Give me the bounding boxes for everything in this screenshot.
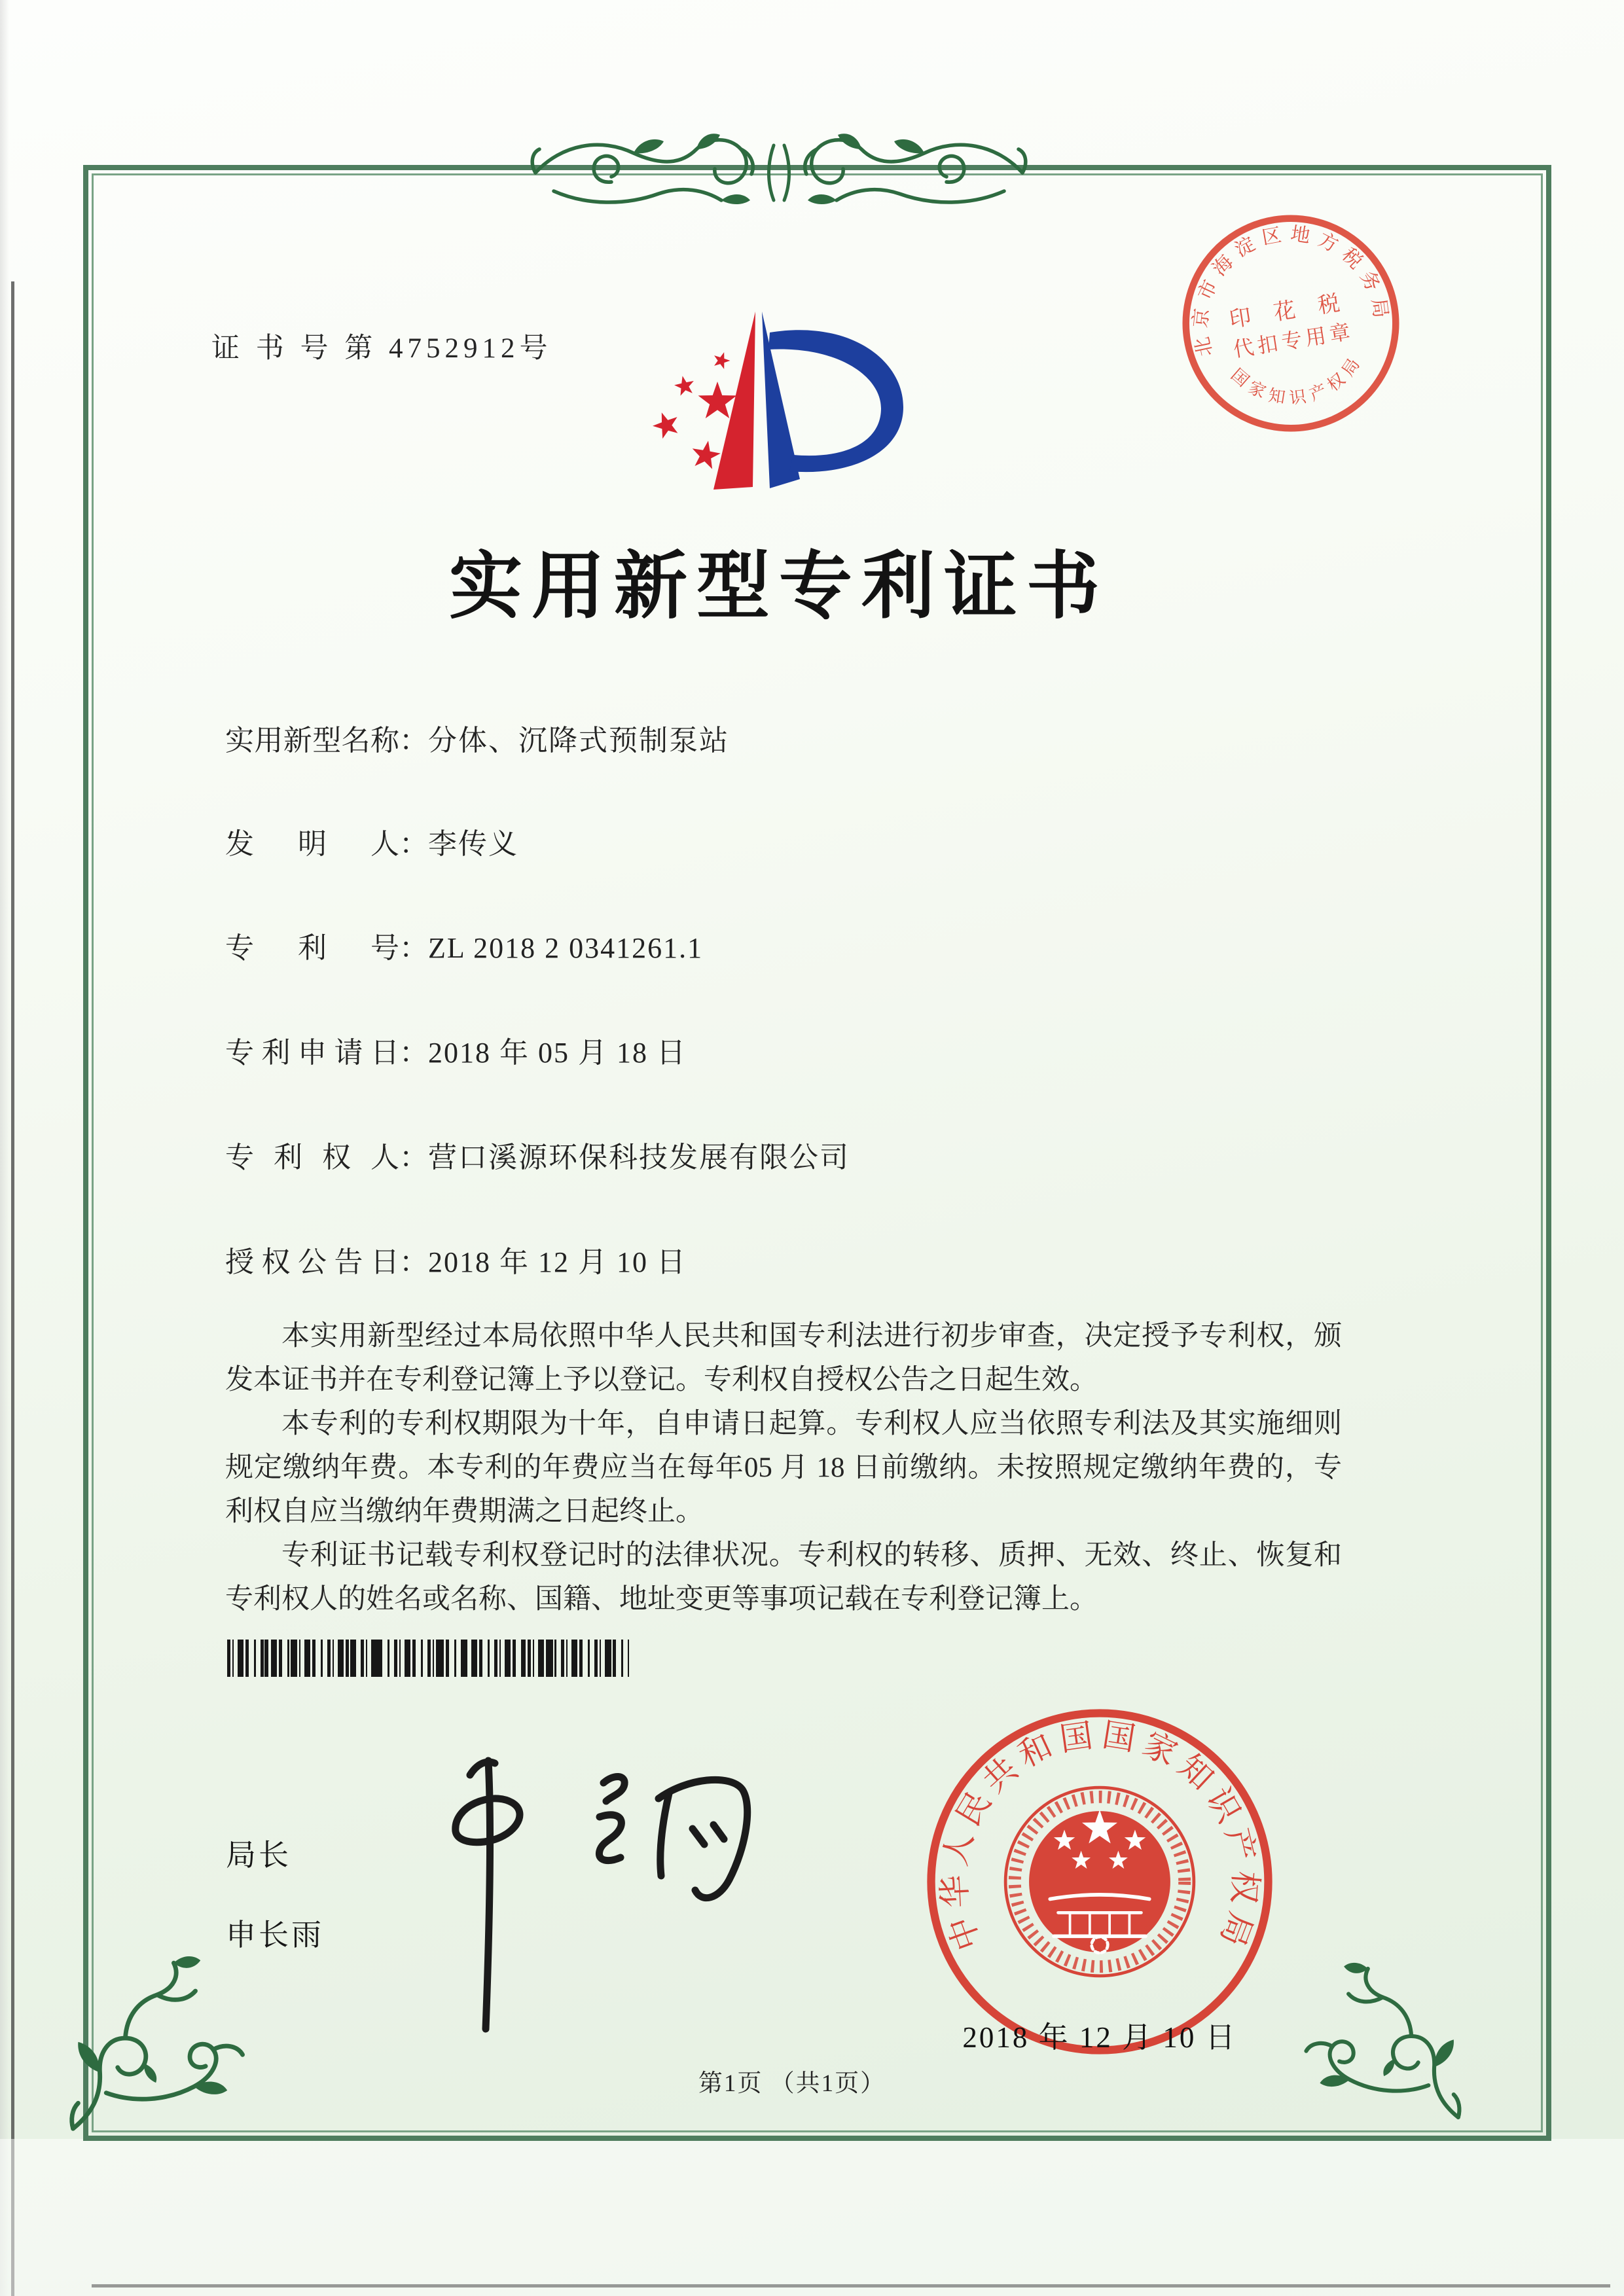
field-label: 授权公告日 xyxy=(225,1246,399,1278)
tax-stamp-arc-top: 北京市海淀区地方税务局 xyxy=(1190,223,1392,359)
tax-stamp-center-line1: 印 花 税 xyxy=(1227,289,1350,332)
field-colon: ： xyxy=(399,1246,428,1278)
signer-role: 局长 xyxy=(226,1838,291,1872)
cnipa-patent-logo-icon xyxy=(640,296,909,509)
national-emblem-icon xyxy=(1005,1787,1194,1976)
field-row-filing-date xyxy=(225,1029,687,1071)
top-dragon-ornament xyxy=(530,122,1028,220)
field-value: 2018 年 12 月 10 日 xyxy=(428,1246,687,1278)
field-colon: ： xyxy=(399,725,428,757)
certificate-number: 证 书 号 第 4752912号 xyxy=(211,333,552,364)
scan-edge-shadow xyxy=(0,0,9,2296)
barcode xyxy=(227,1640,629,1677)
legal-paragraph-3: 专利证书记载专利权登记时的法律状况。专利权的转移、质押、无效、终止、恢复和专利权人的姓名或名称、国籍、地址变更等事项记载在专利登记簿上。 xyxy=(225,1540,1342,1615)
field-label: 发明人 xyxy=(225,828,399,860)
cnipa-official-seal xyxy=(914,1696,1286,2068)
scan-edge-line-bottom xyxy=(92,2284,1610,2287)
field-row-patentee xyxy=(225,1134,850,1175)
seal-date: 2018 年 12 月 10 日 xyxy=(962,2021,1237,2054)
legal-paragraph-2: 本专利的专利权期限为十年，自申请日起算。专利权人应当依照专利法及其实施细则规定缴纳年费。本专利的年费应当在每年05 月 18 日前缴纳。未按照规定缴纳年费的，专利权自应当缴纳年费期满之日起终止。 xyxy=(225,1408,1342,1527)
field-label: 实用新型名称 xyxy=(225,725,399,757)
field-label: 专利权人 xyxy=(225,1141,399,1174)
legal-paragraph-1: 本实用新型经过本局依照中华人民共和国专利法进行初步审查，决定授予专利权，颁发本证书并在专利登记簿上予以登记。专利权自授权公告之日起生效。 xyxy=(225,1321,1342,1395)
field-colon: ： xyxy=(399,1037,428,1069)
director-signature xyxy=(412,1733,766,2047)
field-label: 专利申请日 xyxy=(225,1037,399,1069)
tax-stamp-arc-bottom: 国家知识产权局 xyxy=(1227,350,1367,408)
field-colon: ： xyxy=(399,1141,428,1174)
page-footer: 第1页 （共1页） xyxy=(698,2070,886,2097)
field-row-inventor xyxy=(225,820,518,862)
legal-text-block xyxy=(225,1314,1342,1621)
bottom-left-flourish xyxy=(64,1941,255,2135)
signer-name: 申长雨 xyxy=(226,1918,324,1952)
field-colon: ： xyxy=(399,828,428,860)
field-value: 2018 年 05 月 18 日 xyxy=(428,1037,687,1069)
field-value: 营口溪源环保科技发展有限公司 xyxy=(428,1141,850,1174)
field-row-grant-date xyxy=(225,1238,687,1280)
field-row-patent-number xyxy=(225,924,703,966)
tax-stamp-seal xyxy=(1169,202,1413,445)
field-row-utility-model-name xyxy=(225,717,729,759)
field-label: 专利号 xyxy=(225,932,399,964)
field-colon: ： xyxy=(399,932,428,964)
cnipa-seal-arc-text: 中华人民共和国国家知识产权局 xyxy=(935,1716,1264,1958)
field-value: ZL 2018 2 0341261.1 xyxy=(428,932,704,964)
tax-stamp-center-line2: 代扣专用章 xyxy=(1231,319,1356,362)
scan-bottom-lighten xyxy=(0,2139,1624,2296)
certificate-title: 实用新型专利证书 xyxy=(449,547,1109,628)
field-value: 李传义 xyxy=(428,828,518,860)
field-value: 分体、沉降式预制泵站 xyxy=(428,725,729,757)
